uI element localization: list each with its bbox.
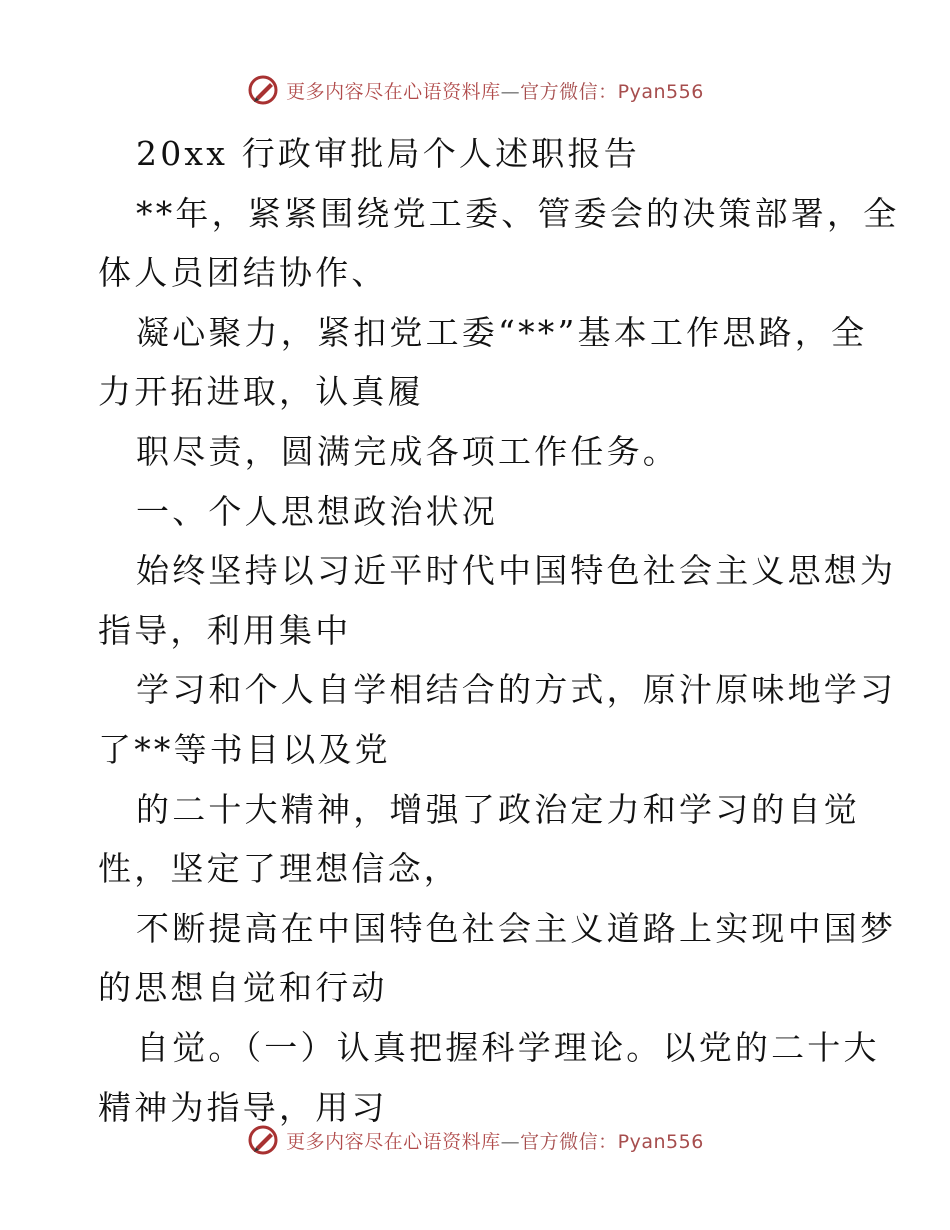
document-line: **年，紧紧围绕党工委、管委会的决策部署，全 xyxy=(136,193,900,233)
document-line: 指导，利用集中 xyxy=(98,610,352,650)
pen-logo-icon xyxy=(246,1123,280,1157)
document-line: 体人员团结协作、 xyxy=(98,253,388,293)
document-line: 的思想自觉和行动 xyxy=(98,968,388,1008)
footer-watermark-banner xyxy=(0,1120,950,1160)
document-line: 始终坚持以习近平时代中国特色社会主义思想为 xyxy=(136,551,897,591)
document-line: 凝心聚力，紧扣党工委“**”基本工作思路，全 xyxy=(136,312,868,352)
document-line: 的二十大精神，增强了政治定力和学习的自觉 xyxy=(136,789,860,829)
pen-logo-icon xyxy=(246,73,280,107)
document-line: 了**等书目以及党 xyxy=(98,729,391,769)
document-line: 自觉。（一）认真把握科学理论。以党的二十大 xyxy=(136,1027,880,1067)
document-line: 精神为指导，用习 xyxy=(98,1087,388,1127)
document-line: 不断提高在中国特色社会主义道路上实现中国梦 xyxy=(136,908,897,948)
document-body xyxy=(98,124,900,1137)
banner-text: 更多内容尽在心语资料库—官方微信：Pyan556 xyxy=(286,80,704,103)
document-line: 力开拓进取，认真履 xyxy=(98,372,424,412)
document-line: 性，坚定了理想信念， xyxy=(98,849,460,889)
document-line: 职尽责，圆满完成各项工作任务。 xyxy=(136,431,679,471)
document-line: 学习和个人自学相结合的方式，原汁原味地学习 xyxy=(136,670,897,710)
document-line: 一、个人思想政治状况 xyxy=(136,491,498,531)
banner-text: 更多内容尽在心语资料库—官方微信：Pyan556 xyxy=(286,1130,704,1153)
document-line: 20xx 行政审批局个人述职报告 xyxy=(136,134,640,173)
header-watermark-banner xyxy=(0,70,950,110)
